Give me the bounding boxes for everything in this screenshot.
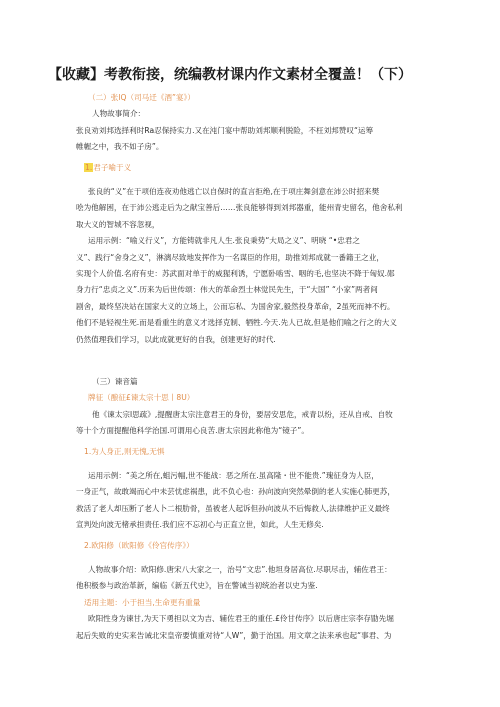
usage-line: 运用示例：“喻义行义”，方能铸就非凡人生.张良秉势“大局之义”、明晓 “•忠君之 <box>88 236 360 246</box>
section-two <box>76 90 446 348</box>
subsection-heading: 2.欧阳修（欧阳修《伶官传序》） <box>84 540 194 550</box>
usage-line: 实现个人价值.名府有史：苏武面对单于的威猩利诱，宁愿卧啮雪、咽的毛,也坚决不降于匈奴.郧 <box>76 269 395 279</box>
usage-line: 他们不是轻视生死.而是看重生的意义才选择克制、牺牲.今天.先人已故,但是他们喻之行之的大义 <box>76 318 397 328</box>
usage-line: 义”、践行“舍身之义”，淋漓尽致地发挥作为一名谋臣的作用，助推刘邦成就一番籍王之业， <box>76 252 384 262</box>
intro-line: 张良劝刘邦选择利时Ra忍保持实力.又在沌门宴中帮助刘邦顺利脱险，不枉刘邦赞叹“运筹 <box>76 125 374 135</box>
body-line: 等十个方面提醒他科学治国.可谓用心良苦.唐太宗因此称他为“镜子”。 <box>76 426 309 436</box>
point-heading: 适用主题：小于担当,生命更有重量 <box>84 597 201 607</box>
body-line: 他积极参与政治革新，编临《新五代史》，旨在警诫当初统治者以史为鉴. <box>76 581 318 591</box>
intro-line: 帷幄之中，我不如子房”。 <box>76 142 164 152</box>
intro-label: 人物故事简介： <box>92 109 146 119</box>
usage-line: 宣判处向波无楮承担责任.我们应不忘初心与正直立世，如此，人生无修矣. <box>76 520 324 530</box>
body-line: 起后失败的史实来告诫北宋皇帝要慎重对待“人W”，勤于治国。用文章之法来承也起“事君、为 <box>76 630 392 640</box>
usage-line: 救活了老人却压断了老人卜二根肋骨，虽被老人起诉但孙向波从不后悔救人,法律维护正义最终 <box>76 503 390 513</box>
section-heading: （三）谏音篇 <box>92 377 138 386</box>
section-three <box>76 374 446 644</box>
body-line: 欧阳性身为谏甘,为天下勇担以文为吉、辅佐君王的重任.£伶甘传序》以后唐庄宗李存勖先堀 <box>88 614 394 624</box>
body-line: 张良的“义”在于项伯连夜劝他逃亡以自保时的直言拒绝,在于项庄舞剑意在沛公时招来樊 <box>88 187 380 197</box>
usage-line: 剧舍，最终坚决站在国家大义的立场上，公而忘私、为国舍家,毅然投身革命，2虽死而神不朽。 <box>76 301 395 311</box>
point-text: 君子喻于义 <box>93 162 132 172</box>
body-line: 取大义的智城不容忽视， <box>76 219 160 229</box>
intro-label: 人物故事介绍：欧阳修.唐宋八大家之一，治号“文忠”.他坦身居高位.尽职尽击，辅佐君王： <box>88 565 392 575</box>
subsection-heading: 牌征（酿征£谏太宗十思丨8U） <box>88 393 195 403</box>
point-number-highlight: 1. <box>85 162 93 172</box>
page-title: 【收藏】考教衔接，统编教材课内作文素材全覆盖！（下） <box>48 67 412 83</box>
usage-line: 身力行“忠贞之义”.历来为后世传颂：伟大的革命烈士林觉民先生，于“大国” “小家”两者间 <box>76 285 378 295</box>
usage-line: 运用示例：“美之所在,蛆污幅,世不能战：恶之所在.虽高隆・世不能贵.”瑰征身为人臣， <box>88 471 379 481</box>
usage-line: 一身正气，故敢竭而心中未芸忧虑祸患，此不负心也：孙向波向突然晕倒的老人实施心肺更苏， <box>76 487 395 497</box>
usage-line: 仍然值理我们学习，以此成就更好的自我，创建更好的时代. <box>76 334 276 344</box>
point-heading <box>84 160 446 176</box>
point-heading: 1.为人身正,则无愧,无惧 <box>84 446 165 456</box>
section-heading: （二）张lQ（司马迁《酒”宴》） <box>88 93 195 102</box>
body-line: 哙为他解困，在于沛公逃走后为之献宝善后……张良能够得到刘邦器重，能州青史留名，他舍私利 <box>76 203 403 213</box>
body-line: 他《谏太宗l思疏》,提醒唐太宗注意君王的身份，要居安思危，戒青以纷，还从自戒、自牧 <box>92 409 393 419</box>
